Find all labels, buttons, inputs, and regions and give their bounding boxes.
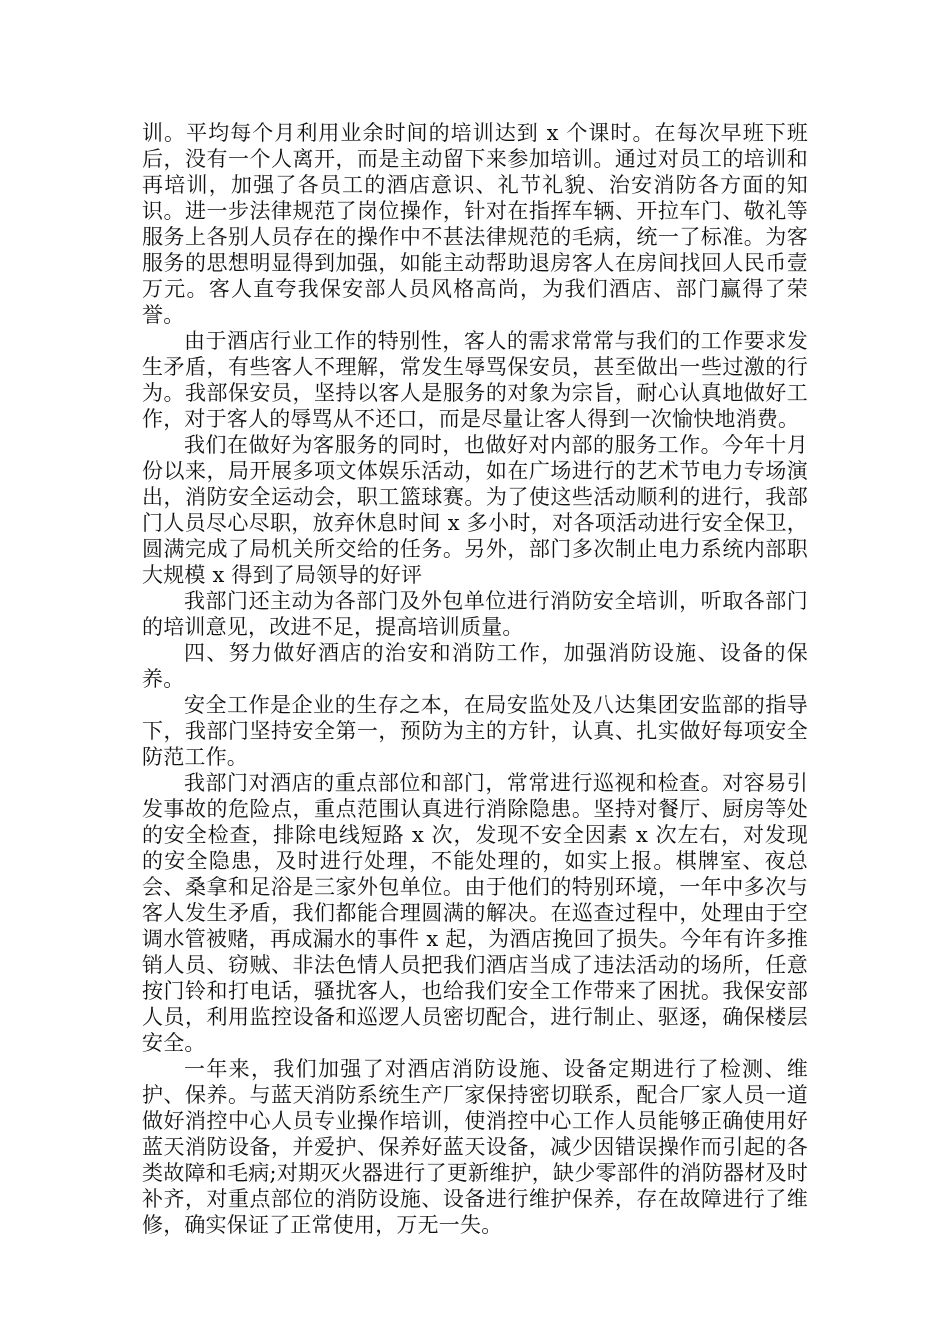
paragraph-safety-foundation: 安全工作是企业的生存之本，在局安监处及八达集团安监部的指导下，我部门坚持安全第一，预防为主的方针，认真、扎实做好每项安全防范工作。: [142, 693, 808, 769]
paragraph-fire-training: 我部门还主动为各部门及外包单位进行消防安全培训，听取各部门的培训意见，改进不足，提高培训质量。: [142, 589, 808, 639]
paragraph-customer-conflicts: 由于酒店行业工作的特别性，客人的需求常常与我们的工作要求发生矛盾，有些客人不理解，常发生辱骂保安员，甚至做出一些过激的行为。我部保安员，坚持以客人是服务的对象为宗旨，耐心认真地做好工作，对于客人的辱骂从不还口，而是尽量让客人得到一次愉快地消费。: [142, 329, 808, 431]
paragraph-internal-service: 我们在做好为客服务的同时，也做好对内部的服务工作。今年十月份以来，局开展多项文体娱乐活动，如在广场进行的艺术节电力专场演出，消防安全运动会，职工篮球赛。为了使这些活动顺利的进行，我部门人员尽心尽职，放弃休息时间 x 多小时，对各项活动进行安全保卫，圆满完成了局机关所交给的任务。另外，部门多次制止电力系统内部职大规模 x 得到了局领导的好评: [142, 433, 808, 587]
paragraph-inspections: 我部门对酒店的重点部位和部门，常常进行巡视和检查。对容易引发事故的危险点，重点范围认真进行消除隐患。坚持对餐厅、厨房等处的安全检查，排除电线短路 x 次，发现不安全因素 x 次左右，对发现的安全隐患，及时进行处理，不能处理的，如实上报。棋牌室、夜总会、桑拿和足浴是三家外包单位。由于他们的特别环境，一年中多次与客人发生矛盾，我们都能合理圆满的解决。在巡查过程中，处理由于空调水管被赌，再成漏水的事件 x 起，为酒店挽回了损失。今年有许多推销人员、窃贼、非法色情人员把我们酒店当成了违法活动的场所，任意按门铃和打电话，骚扰客人，也给我们安全工作带来了困扰。我保安部人员，利用监控设备和巡逻人员密切配合，进行制止、驱逐，确保楼层安全。: [142, 771, 808, 1055]
paragraph-fire-equipment: 一年来，我们加强了对酒店消防设施、设备定期进行了检测、维护、保养。与蓝天消防系统生产厂家保持密切联系，配合厂家人员一道做好消控中心人员专业操作培训，使消控中心工作人员能够正确使用好蓝天消防设备，并爱护、保养好蓝天设备，减少因错误操作而引起的各类故障和毛病;对期灭火器进行了更新维护，缺少零部件的消防器材及时补齐，对重点部位的消防设施、设备进行维护保养，存在故障进行了维修，确实保证了正常使用，万无一失。: [142, 1057, 808, 1237]
paragraph-training-continued: 训。平均每个月利用业余时间的培训达到 x 个课时。在每次早班下班后，没有一个人离开，而是主动留下来参加培训。通过对员工的培训和再培训，加强了各员工的酒店意识、礼节礼貌、治安消防各方面的知识。进一步法律规范了岗位操作，针对在指挥车辆、开拉车门、敬礼等服务上各别人员存在的操作中不甚法律规范的毛病，统一了标准。为客服务的思想明显得到加强，如能主动帮助退房客人在房间找回人民币壹万元。客人直夸我保安部人员风格高尚，为我们酒店、部门赢得了荣誉。: [142, 121, 808, 327]
document-body: [142, 120, 808, 1238]
section-heading-four: 四、努力做好酒店的治安和消防工作，加强消防设施、设备的保养。: [142, 641, 808, 691]
